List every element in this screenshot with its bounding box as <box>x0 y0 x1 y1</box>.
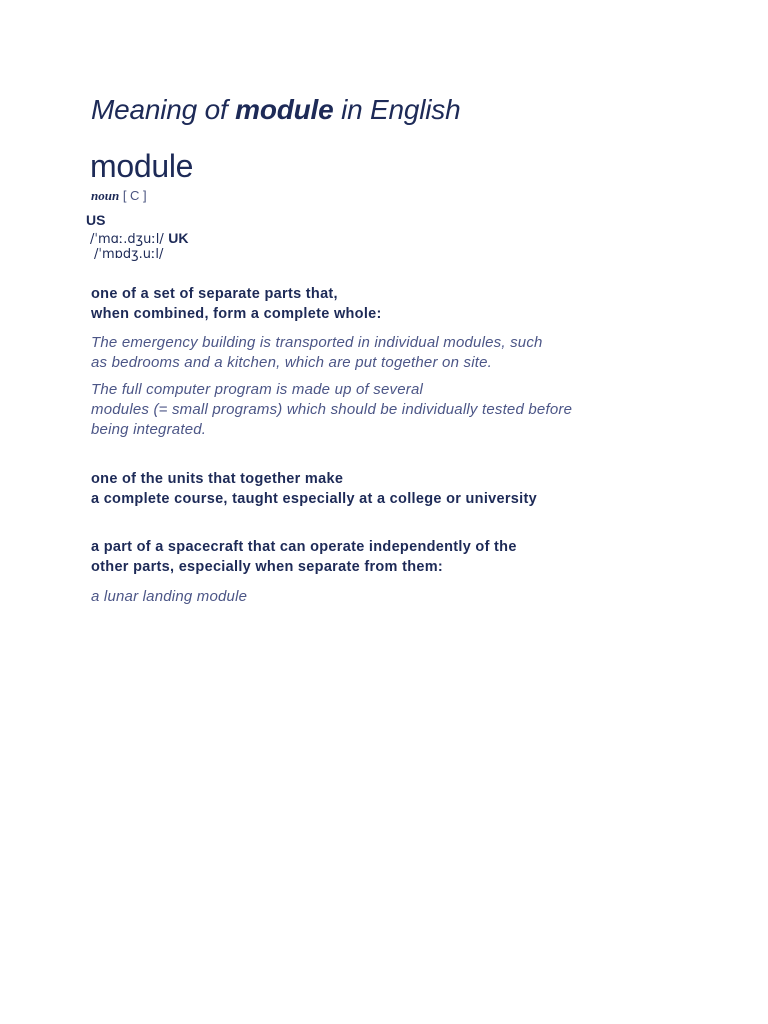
definition-line: a complete course, taught especially at a college or university <box>91 491 537 507</box>
uk-ipa: /ˈmɒdʒ.uːl/ <box>94 247 164 262</box>
sense-1-example-2 <box>91 380 572 440</box>
definition-line: other parts, especially when separate from them: <box>91 559 444 575</box>
example-line: The full computer program is made up of several <box>91 381 424 398</box>
sense-3-example-1 <box>91 587 247 607</box>
sense-3-definition <box>91 537 517 577</box>
headword: module <box>90 148 194 184</box>
us-ipa: /ˈmɑː.dʒuːl/ <box>90 232 164 247</box>
example-line: a lunar landing module <box>91 588 248 605</box>
definition-line: a part of a spacecraft that can operate independently of the <box>91 539 517 555</box>
sense-1-example-1 <box>91 333 543 373</box>
us-pronunciation-line <box>90 230 188 248</box>
example-line: The emergency building is transported in individual modules, such <box>91 334 543 351</box>
grammar-code: [ C ] <box>122 188 147 203</box>
part-of-speech: noun <box>91 188 120 203</box>
title-suffix: in English <box>333 94 461 125</box>
part-of-speech-line <box>91 188 147 204</box>
sense-1-definition <box>91 284 382 324</box>
example-line: modules (= small programs) which should be individually tested before <box>91 401 573 418</box>
definition-line: when combined, form a complete whole: <box>91 306 382 322</box>
uk-region-label: UK <box>168 230 189 246</box>
example-line: as bedrooms and a kitchen, which are put together on site. <box>91 354 492 371</box>
page-title <box>91 94 460 126</box>
example-line: being integrated. <box>91 421 207 438</box>
definition-line: one of a set of separate parts that, <box>91 286 338 302</box>
title-prefix: Meaning of <box>91 94 236 125</box>
definition-line: one of the units that together make <box>91 471 344 487</box>
sense-2-definition <box>91 469 537 509</box>
us-region-label: US <box>86 212 106 228</box>
title-word: module <box>235 94 334 125</box>
